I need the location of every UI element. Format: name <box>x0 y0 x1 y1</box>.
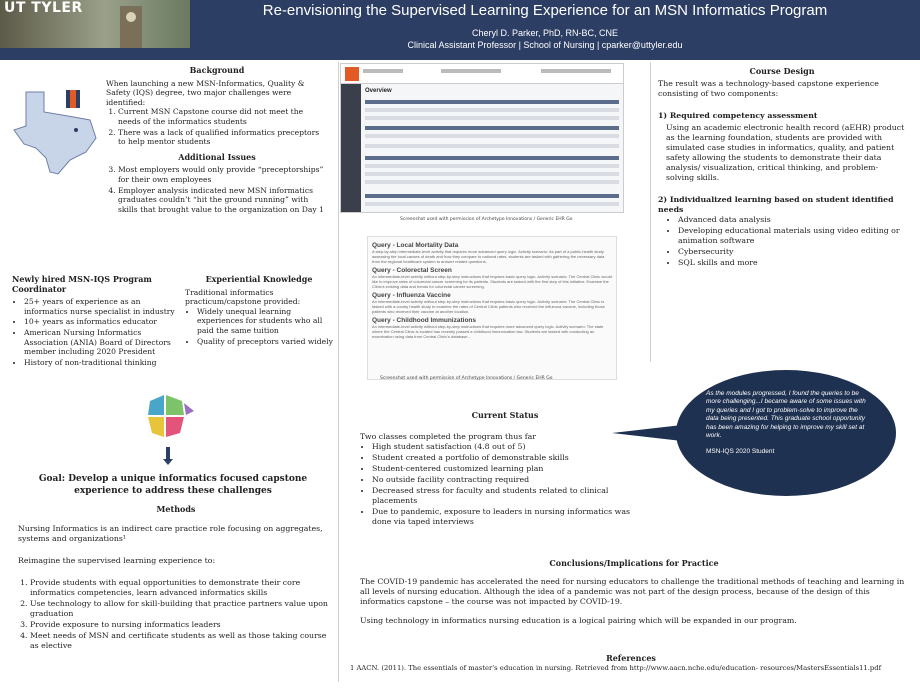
poster-title: Re-envisioning the Supervised Learning Experience for an MSN Informatics Program <box>262 2 828 19</box>
experiential-item: • Widely unequal learning experiences for students who all paid the same tuition <box>197 307 333 336</box>
query-title: Query - Local Mortality Data <box>372 242 459 249</box>
component-2-heading: 2) Individualized learning based on student identified needs <box>658 195 894 214</box>
ehr-row <box>365 144 619 148</box>
query-title: Query - Influenza Vaccine <box>372 292 451 299</box>
ehr-row <box>365 180 619 184</box>
current-status-heading: Current Status <box>471 410 539 420</box>
course-design-intro: The result was a technology-based capstone experience consisting of two components: <box>658 79 879 98</box>
component-1-heading: 1) Required competency assessment <box>658 111 818 120</box>
experiential-intro: Traditional informatics practicum/capstone provided: <box>185 287 301 307</box>
ehr-row <box>365 116 619 120</box>
methods-item: 3. Provide exposure to nursing informatics leaders <box>30 620 334 630</box>
query-body: An intermediate-level activity without step-by-step instructions that requires basic query logic. Activity scenario: The Central Clinic is tasked with a county health study to examine the rates of Central Clinic patients who received the influenza vaccine, including those patients who received their vaccine at another location. <box>372 299 605 314</box>
query-caption: Screenshot used with permission of Archetype Innovations / Generic EHR Go <box>380 376 553 381</box>
methods-heading: Methods <box>156 504 196 514</box>
conclusions-p1: The COVID-19 pandemic has accelerated the need for nursing educators to challenge the traditional methods of teaching and learning in all levels of nursing education. Although the idea of a pandemic was not part of the design process, because of the design of this informatics capstone – the course was not impacted by COVID-19. <box>360 577 905 606</box>
methods-section <box>18 504 334 652</box>
course-design-section <box>658 66 906 269</box>
texas-map-icon <box>6 86 102 176</box>
background-intro: When launching a new MSN-Informatics, Quality & Safety (IQS) degree, two major challenges were identified: <box>106 78 305 107</box>
query-body: A step-by-step intermediate-level activity that requires more advanced query logic. Activity scenario: As part of a public-health study assessing the local causes of death and how they compare to national rates, students are tasked with gathering the necessary data from the regional healthcare system to answer related questions. <box>372 249 605 264</box>
background-item: 1. Current MSN Capstone course did not meet the needs of the informatics students <box>118 107 328 126</box>
status-item: • No outside facility contracting required <box>372 475 650 485</box>
coordinator-item: • 25+ years of experience as an informatics nurse specialist in industry <box>24 297 182 316</box>
experiential-heading: Experiential Knowledge <box>205 274 313 284</box>
logo-text: UT TYLER <box>4 0 83 16</box>
background-item: 2. There was a lack of qualified informatics preceptors to help mentor students <box>118 128 328 147</box>
methods-p2: Reimagine the supervised learning experience to: <box>18 556 216 565</box>
methods-p1: Nursing Informatics is an indirect care practice role focusing on aggregates, systems and organizations¹ <box>18 524 323 543</box>
component-2-item: • Cybersecurity <box>678 247 906 257</box>
query-title: Query - Colorectal Screen <box>372 267 452 274</box>
clock-tower-icon <box>120 6 142 48</box>
component-2-item: • Advanced data analysis <box>678 215 906 225</box>
ehr-screenshot-topbar <box>341 64 624 84</box>
query-body: An intermediate-level activity without step-by-step instructions that requires basic query logic. Activity scenario: The Central Clinic would like to improve rates of colorectal cancer screening for its patients. Students are tasked with the first step of this initiative: Examine the Clinic's existing data and trends for colorectal cancer screening. <box>372 274 612 289</box>
experiential-section <box>185 275 333 347</box>
additional-issues-heading: Additional Issues <box>178 151 256 162</box>
ehr-row <box>365 194 619 198</box>
current-status-intro: Two classes completed the program thus far <box>360 432 536 441</box>
component-2-item: • SQL skills and more <box>678 258 906 268</box>
author-name: Cheryl D. Parker, PhD, RN-BC, CNE <box>471 28 619 38</box>
conclusions-p2: Using technology in informatics nursing education is a logical pairing which will be expanded in our program. <box>360 616 797 625</box>
ehr-row <box>365 134 619 138</box>
coordinator-heading: Newly hired MSN-IQS Program Coordinator <box>12 274 152 294</box>
status-item: • Student-centered customized learning plan <box>372 464 650 474</box>
quote-text: As the modules progressed, I found the queries to be more challenging...I became aware of some issues with my queries and I got to problem-solve to improve the data being presented. This graduate school opportunity has been amazing for helping to improve my skill set at work. <box>706 390 866 440</box>
references-heading: References <box>606 653 656 663</box>
status-item: • Student created a portfolio of demonstrable skills <box>372 453 650 463</box>
experiential-item: • Quality of preceptors varied widely <box>197 337 333 347</box>
query-list <box>367 236 617 380</box>
component-2-item: • Developing educational materials using video editing or animation software <box>678 226 906 246</box>
screenshot-caption: Screenshot used with permission of Archetype Innovations / Generic EHR Go <box>400 217 573 222</box>
ehr-row <box>365 164 619 168</box>
conclusions-heading: Conclusions/Implications for Practice <box>549 558 719 568</box>
author-affiliation: Clinical Assistant Professor | School of Nursing | cparker@uttyler.edu <box>407 40 683 50</box>
component-1-body: Using an academic electronic health record (aEHR) product as the learning foundation, students are provided with simulated case studies in informatics, quality, and patient safety allowing the students to demonstrate their data analysis/ visualization, critical thinking, and problem-solving skills. <box>666 123 905 182</box>
methods-item: 2. Use technology to allow for skill-building that practice partners value upon graduation <box>30 599 334 619</box>
additional-item: 4. Employer analysis indicated new MSN informatics graduates couldn’t “hit the ground running” with skills that brought value to the organization on Day 1 <box>118 186 328 215</box>
background-heading: Background <box>189 65 245 75</box>
query-body: An intermediate-level activity without step-by-step instructions that requires more advanced query logic. Activity scenario: The state where the Central Clinic is located has recently passed a childhood immunization law. Students are tasked with conducting an examination using data from Central Clinic's database... <box>372 324 604 339</box>
author-block <box>195 27 895 51</box>
poster-header <box>0 0 920 60</box>
query-title: Query - Childhood Immunizations <box>372 317 476 324</box>
arrow-down-icon <box>166 447 170 461</box>
additional-item: 3. Most employers would only provide “preceptorships” for their own employees <box>118 165 328 184</box>
ehr-row <box>365 108 619 112</box>
status-item: • Decreased stress for faculty and students related to clinical placements <box>372 486 650 506</box>
coordinator-item: • American Nursing Informatics Association (ANIA) Board of Directors member including 2020 President <box>24 328 182 357</box>
conclusions-section <box>360 558 908 626</box>
coordinator-section <box>12 275 182 368</box>
methods-item: 4. Meet needs of MSN and certificate students as well as those taking course as elective <box>30 631 334 651</box>
coordinator-item: • 10+ years as informatics educator <box>24 317 182 327</box>
methods-item: 1. Provide students with equal opportunities to demonstrate their core informatics competencies, learn advanced informatics skills <box>30 578 334 598</box>
ehr-screenshot-sidebar <box>341 84 361 213</box>
ehr-row <box>365 126 619 130</box>
status-item: • Due to pandemic, exposure to leaders in nursing informatics was done via taped interviews <box>372 507 650 527</box>
ut-tyler-logo <box>0 0 190 48</box>
ehr-row <box>365 100 619 104</box>
student-quote-bubble <box>676 370 896 496</box>
references-section <box>350 654 912 673</box>
ehr-row <box>365 202 619 206</box>
course-design-heading: Course Design <box>749 66 815 76</box>
quote-attribution: MSN-IQS 2020 Student <box>706 448 775 456</box>
status-item: • High student satisfaction (4.8 out of 5) <box>372 442 650 452</box>
column-divider <box>650 62 651 362</box>
ehr-row <box>365 172 619 176</box>
current-status-section <box>360 410 650 528</box>
ehr-screenshot <box>340 63 624 213</box>
ehr-row <box>365 156 619 160</box>
reference-item: 1 AACN. (2011). The essentials of master's education in nursing. Retrieved from http://www.aacn.nche.edu/education- resources/MastersEssentials11.pdf <box>350 664 882 672</box>
goal-statement: Goal: Develop a unique informatics focused capstone experience to address these challenges <box>38 474 308 496</box>
column-divider <box>338 62 339 682</box>
brain-head-icon <box>140 393 196 441</box>
coordinator-item: • History of non-traditional thinking <box>24 358 182 368</box>
background-section <box>106 66 328 215</box>
ehr-overview-label: Overview <box>365 88 392 94</box>
